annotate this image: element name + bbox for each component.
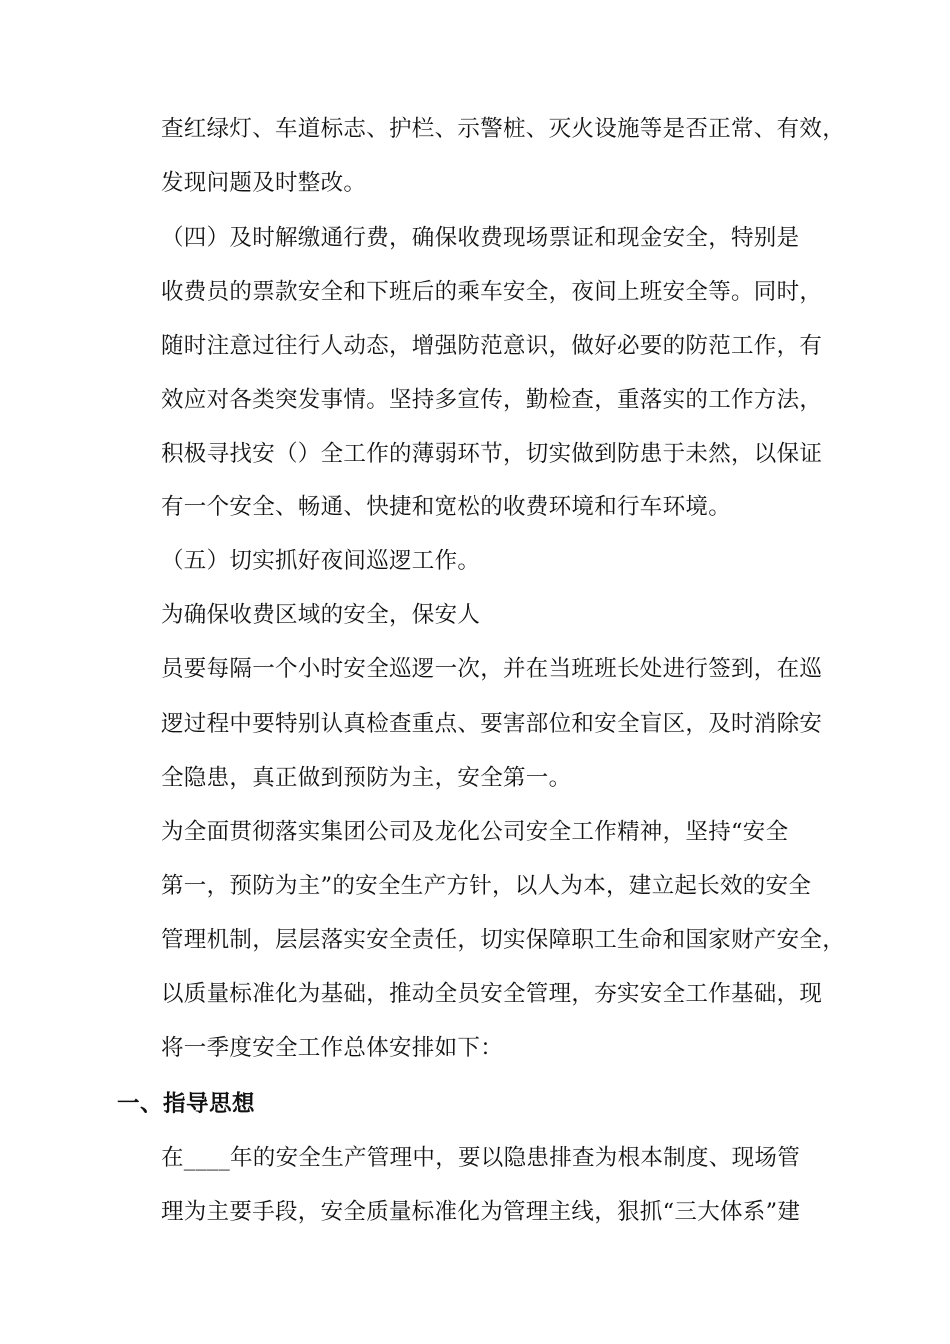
text-line: 收费员的票款安全和下班后的乘车安全，夜间上班安全等。同时， xyxy=(161,279,823,305)
text-line: 全隐患，真正做到预防为主，安全第一。 xyxy=(161,765,572,791)
text-line: 管理机制，层层落实安全责任，切实保障职工生命和国家财产安全， xyxy=(161,927,846,953)
text-line: 第一，预防为主”的安全生产方针，以人为本，建立起长效的安全 xyxy=(161,873,812,899)
text-line: 有一个安全、畅通、快捷和宽松的收费环境和行车环境。 xyxy=(161,494,732,520)
text-line: 员要每隔一个小时安全巡逻一次，并在当班班长处进行签到，在巡 xyxy=(161,656,823,682)
text-line: 发现问题及时整改。 xyxy=(161,170,367,196)
text-line: 逻过程中要特别认真检查重点、要害部位和安全盲区，及时消除安 xyxy=(161,711,823,737)
text-line: 查红绿灯、车道标志、护栏、示警桩、灭火设施等是否正常、有效， xyxy=(161,116,846,142)
text-line: 积极寻找安（）全工作的薄弱环节，切实做到防患于未然，以保证 xyxy=(161,441,823,467)
text-line: 为全面贯彻落实集团公司及龙化公司安全工作精神，坚持“安全 xyxy=(161,819,789,845)
text-line: （五）切实抓好夜间巡逻工作。 xyxy=(161,548,481,574)
text-line: （四）及时解缴通行费，确保收费现场票证和现金安全，特别是 xyxy=(161,225,800,251)
text-line: 以质量标准化为基础，推动全员安全管理，夯实安全工作基础，现 xyxy=(161,981,823,1007)
text-line: 效应对各类突发事情。坚持多宣传，勤检查，重落实的工作方法， xyxy=(161,387,823,413)
text-line: 为确保收费区域的安全，保安人 xyxy=(161,602,481,628)
text-line: 随时注意过往行人动态，增强防范意识，做好必要的防范工作，有 xyxy=(161,333,823,359)
text-line: 理为主要手段，安全质量标准化为管理主线，狠抓“三大体系”建 xyxy=(161,1199,801,1225)
text-line: 将一季度安全工作总体安排如下： xyxy=(161,1035,504,1061)
text-line: 在____年的安全生产管理中，要以隐患排查为根本制度、现场管 xyxy=(161,1145,801,1171)
section-heading: 一、指导思想 xyxy=(117,1091,256,1117)
